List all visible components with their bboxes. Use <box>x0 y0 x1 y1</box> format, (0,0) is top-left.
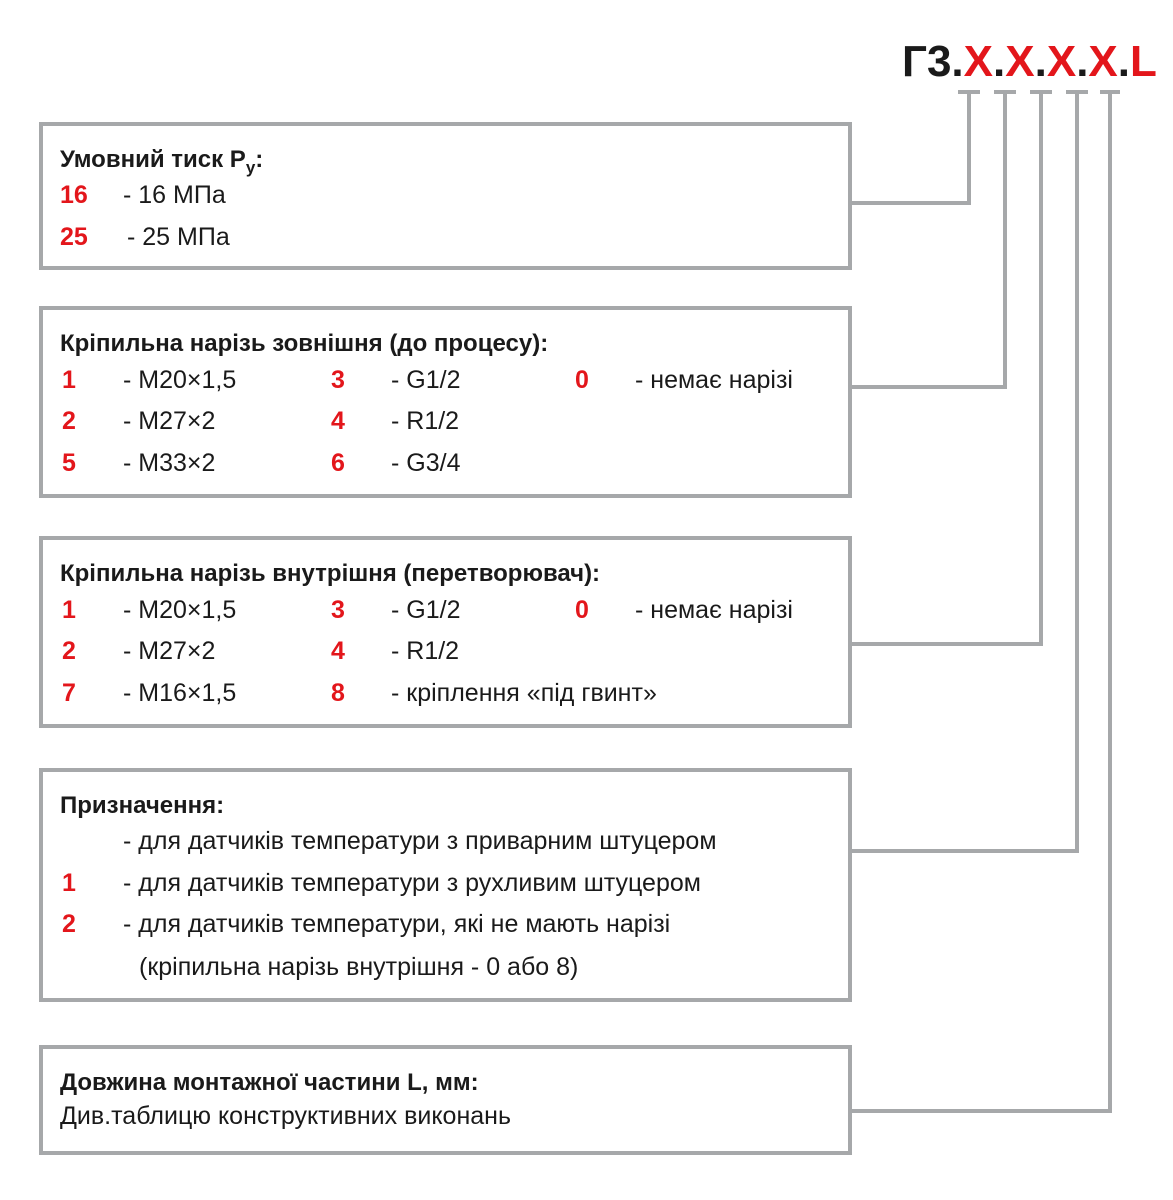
outer-thread-box <box>39 306 852 498</box>
inner-thread-code: 2 <box>62 637 76 665</box>
outer-thread-text: - М27×2 <box>123 407 216 435</box>
length-text: Див.таблицю конструктивних виконань <box>60 1102 512 1130</box>
outer-thread-text: - R1/2 <box>391 407 460 435</box>
pressure-title <box>60 146 263 178</box>
outer-thread-code: 4 <box>331 407 345 435</box>
pressure-text-25: - 25 МПа <box>127 223 230 251</box>
inner-thread-text: - кріплення «під гвинт» <box>391 679 657 707</box>
inner-thread-code: 1 <box>62 596 76 624</box>
outer-thread-code: 5 <box>62 449 76 477</box>
model-code-part-length: L <box>1130 37 1157 86</box>
inner-thread-text: - М16×1,5 <box>123 679 237 707</box>
model-code-part-purpose: X <box>1088 37 1118 86</box>
outer-thread-text: - М20×1,5 <box>123 366 237 394</box>
pressure-code-25: 25 <box>60 223 88 251</box>
outer-thread-code: 0 <box>575 366 589 394</box>
pressure-box <box>39 122 852 270</box>
inner-thread-title: Кріпильна нарізь внутрішня (перетворювач): <box>60 560 601 587</box>
pressure-code-16: 16 <box>60 181 88 209</box>
length-title: Довжина монтажної частини L, мм: <box>60 1069 479 1096</box>
pressure-title-subscript: у <box>245 158 256 177</box>
purpose-code: 2 <box>62 910 76 938</box>
purpose-text: - для датчиків температури з приварним штуцером <box>123 827 717 855</box>
outer-thread-code: 2 <box>62 407 76 435</box>
pressure-title-colon: : <box>255 146 264 173</box>
connector-outer-thread <box>852 92 1005 387</box>
outer-thread-title: Кріпильна нарізь зовнішня (до процесу): <box>60 330 549 357</box>
inner-thread-text: - G1/2 <box>391 596 461 624</box>
model-code-prefix: Г3. <box>902 37 964 86</box>
outer-thread-text: - G1/2 <box>391 366 461 394</box>
outer-thread-text: - немає нарізі <box>635 366 793 394</box>
purpose-box <box>39 768 852 1002</box>
inner-thread-code: 7 <box>62 679 76 707</box>
connector-purpose <box>852 92 1077 851</box>
model-code-dot: . <box>1117 37 1131 86</box>
inner-thread-code: 0 <box>575 596 589 624</box>
outer-thread-code: 6 <box>331 449 345 477</box>
outer-thread-text: - G3/4 <box>391 449 461 477</box>
pressure-title-text: Умовний тиск P <box>60 146 246 173</box>
inner-thread-code: 4 <box>331 637 345 665</box>
connector-inner-thread <box>852 92 1041 644</box>
purpose-title: Призначення: <box>60 792 225 819</box>
inner-thread-box <box>39 536 852 728</box>
inner-thread-text: - R1/2 <box>391 637 460 665</box>
outer-thread-code: 1 <box>62 366 76 394</box>
model-code-dot: . <box>1034 37 1047 86</box>
purpose-text: - для датчиків температури з рухливим штуцером <box>123 869 701 897</box>
model-code-dot: . <box>1076 37 1089 86</box>
inner-thread-text: - немає нарізі <box>635 596 793 624</box>
model-code-part-inner-thread: X <box>1046 37 1077 86</box>
connector-pressure <box>852 92 969 203</box>
outer-thread-text: - М33×2 <box>123 449 216 477</box>
length-box <box>39 1045 852 1155</box>
inner-thread-code: 8 <box>331 679 345 707</box>
outer-thread-code: 3 <box>331 366 345 394</box>
inner-thread-text: - М20×1,5 <box>123 596 237 624</box>
connector-length <box>852 92 1110 1111</box>
purpose-note: (кріпильна нарізь внутрішня - 0 або 8) <box>139 953 579 981</box>
model-code-part-pressure: X <box>963 37 993 86</box>
pressure-text-16: - 16 МПа <box>123 181 226 209</box>
model-code-dot: . <box>993 37 1006 86</box>
model-code-part-outer-thread: X <box>1005 37 1035 86</box>
purpose-code: 1 <box>62 869 76 897</box>
purpose-text: - для датчиків температури, які не мають нарізі <box>123 910 671 938</box>
inner-thread-text: - М27×2 <box>123 637 216 665</box>
inner-thread-code: 3 <box>331 596 345 624</box>
